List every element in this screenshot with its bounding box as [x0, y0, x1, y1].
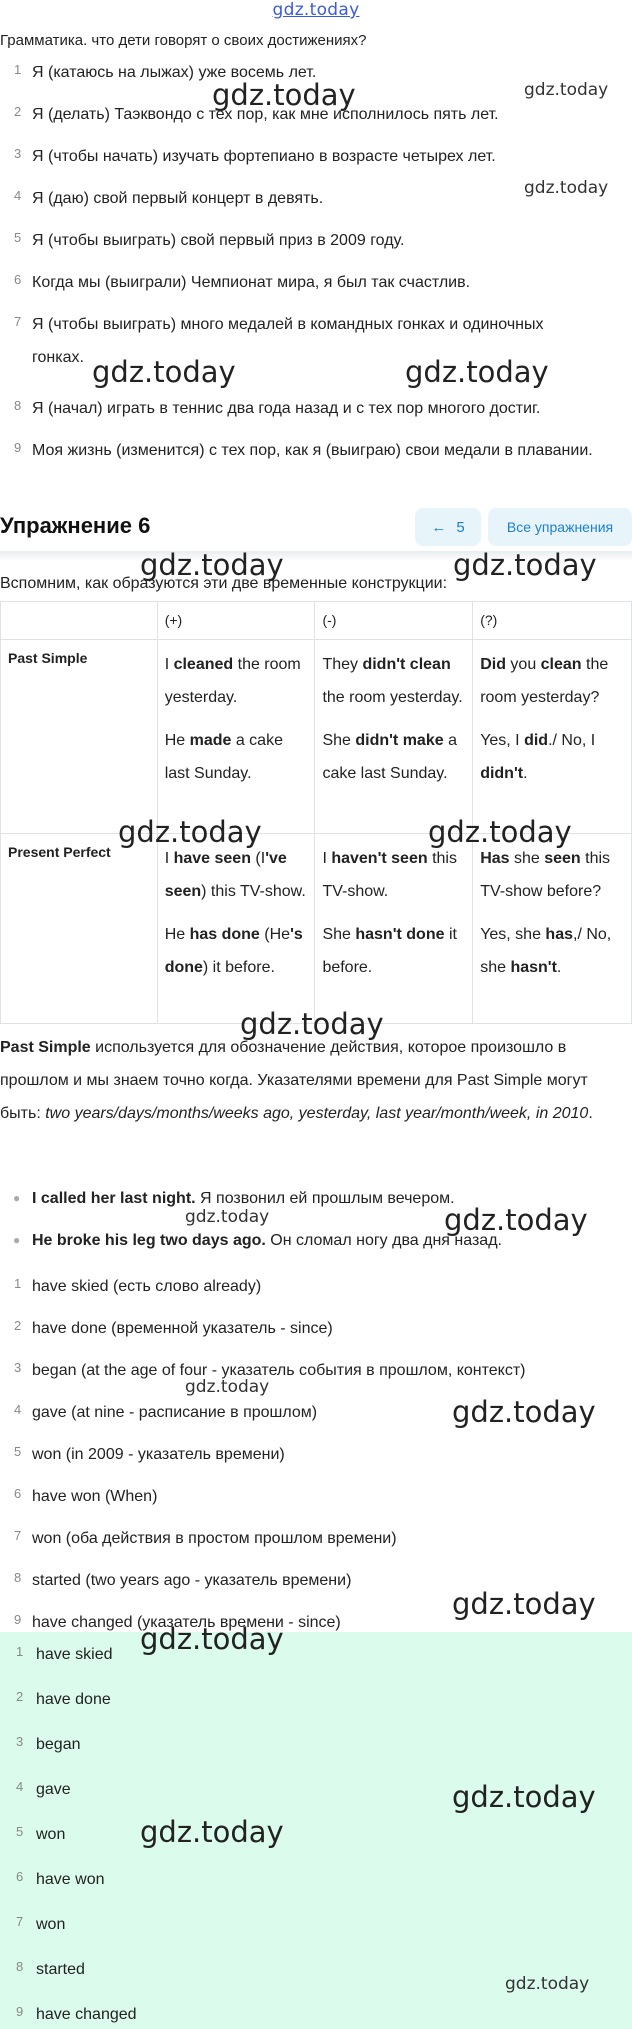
- table-header-cell: [1, 602, 158, 640]
- table-cell: [315, 640, 473, 834]
- item-text: have skied (есть слово already): [32, 1278, 262, 1295]
- list-item: [0, 52, 600, 92]
- item-number: 9: [14, 440, 22, 455]
- list-item: [0, 178, 600, 218]
- list-item: [0, 136, 600, 176]
- example-sentence: Did you clean the room yesterday?: [480, 656, 609, 706]
- watermark: gdz.today: [428, 815, 572, 849]
- answer-item: [0, 1632, 600, 1677]
- answer-text: started: [36, 1961, 85, 1978]
- example-sentence: Yes, she has,/ No, she hasn't.: [480, 926, 612, 976]
- watermark: gdz.today: [505, 1974, 590, 1994]
- item-number: 8: [14, 1570, 22, 1585]
- item-number: 9: [16, 2004, 24, 2019]
- item-text: Моя жизнь (изменится) с тех пор, как я (выиграю) свои медали в плавании.: [32, 442, 593, 459]
- item-text: Я (катаюсь на лыжах) уже восемь лет.: [32, 64, 317, 81]
- tense-label: Present Perfect: [1, 834, 158, 1024]
- example-sentence: She didn't make a cake last Sunday.: [322, 732, 457, 782]
- answer-item: [0, 1812, 600, 1857]
- list-item: [0, 1392, 600, 1432]
- answer-item: [0, 1722, 600, 1767]
- example-sentence: Yes, I did./ No, I didn't.: [480, 732, 596, 782]
- answers-box: [0, 1632, 632, 2029]
- watermark: gdz.today: [240, 1007, 384, 1041]
- list-item: [0, 1476, 600, 1516]
- item-text: gave (at nine - расписание в прошлом): [32, 1404, 318, 1421]
- item-text: Я (чтобы выиграть) свой первый приз в 2009 году.: [32, 232, 405, 249]
- list-item: [0, 430, 600, 500]
- item-number: 9: [14, 1612, 22, 1627]
- answer-text: won: [36, 1826, 66, 1843]
- item-text: have done (временной указатель - since): [32, 1320, 333, 1337]
- answer-item: [0, 1677, 600, 1722]
- watermark: gdz.today: [185, 1207, 270, 1227]
- table-cell: [157, 834, 315, 1024]
- bullet-icon: ●: [13, 1191, 21, 1205]
- item-text: won (in 2009 - указатель времени): [32, 1446, 285, 1463]
- example-sentence: She hasn't done it before.: [322, 926, 457, 976]
- table-cell: [473, 640, 632, 834]
- watermark: gdz.today: [140, 1622, 284, 1656]
- task-intro: Грамматика. что дети говорят о своих достижениях?: [0, 32, 367, 49]
- watermark: gdz.today: [212, 78, 356, 112]
- list-item: [0, 304, 600, 374]
- item-number: 4: [14, 1402, 22, 1417]
- item-number: 5: [14, 1444, 22, 1459]
- tense-label: Past Simple: [1, 640, 158, 834]
- item-number: 2: [16, 1689, 24, 1704]
- watermark: gdz.today: [452, 1395, 596, 1429]
- item-number: 6: [14, 272, 22, 287]
- item-number: 8: [16, 1959, 24, 1974]
- item-number: 5: [16, 1824, 24, 1839]
- site-header: [0, 0, 632, 24]
- list-item: [0, 1560, 600, 1600]
- item-text: Я (даю) свой первый концерт в девять.: [32, 190, 324, 207]
- item-number: 4: [14, 188, 22, 203]
- watermark: gdz.today: [524, 178, 609, 198]
- prev-exercise-label: 5: [456, 518, 465, 536]
- site-logo[interactable]: gdz.today: [272, 0, 360, 20]
- bullet-icon: ●: [13, 1233, 21, 1247]
- item-number: 2: [14, 104, 22, 119]
- watermark: gdz.today: [185, 1377, 270, 1397]
- watermark: gdz.today: [140, 1815, 284, 1849]
- theory-term: Past Simple: [0, 1039, 91, 1056]
- list-item: [0, 1602, 600, 1632]
- item-number: 7: [14, 1528, 22, 1543]
- answer-text: have done: [36, 1691, 111, 1708]
- list-item: [0, 1518, 600, 1558]
- theory-text: используется для обозначение действия, которое произошло в прошлом и мы знаем точно когда. Указателями времени для Past Simple могут быть:: [0, 1039, 588, 1122]
- watermark: gdz.today: [140, 548, 284, 582]
- watermark: gdz.today: [524, 80, 609, 100]
- answer-item: [0, 1902, 600, 1947]
- watermark: gdz.today: [452, 1780, 596, 1814]
- item-number: 4: [16, 1779, 24, 1794]
- item-text: have changed (указатель времени - since): [32, 1614, 341, 1631]
- watermark: gdz.today: [444, 1203, 588, 1237]
- answer-text: have changed: [36, 2006, 137, 2023]
- list-item: [0, 220, 600, 260]
- table-header-cell: (+): [157, 602, 315, 640]
- item-number: 2: [14, 1318, 22, 1333]
- watermark: gdz.today: [405, 355, 549, 389]
- item-number: 1: [14, 1276, 22, 1291]
- theory-paragraph: Past Simple используется для обозначение действия, которое произошло в прошлом и мы знаем точно когда. Указателями времени для Past Simple могут быть: two years/days/months/weeks ago, yesterday, last year/month/week, in 2010.: [0, 1039, 593, 1122]
- answer-text: gave: [36, 1781, 71, 1798]
- prev-exercise-button[interactable]: [415, 508, 481, 546]
- item-text: Когда мы (выиграли) Чемпионат мира, я был так счастлив.: [32, 274, 471, 291]
- answer-text: have won: [36, 1871, 105, 1888]
- example-sentence: He made a cake last Sunday.: [164, 732, 283, 782]
- list-item: [0, 1308, 600, 1348]
- table-header-row: [1, 602, 632, 640]
- exercise-header: [0, 505, 632, 551]
- table-header-cell: (?): [473, 602, 632, 640]
- table-cell: [315, 834, 473, 1024]
- item-number: 3: [16, 1734, 24, 1749]
- example-sentence: I haven't seen this TV-show.: [322, 850, 457, 900]
- answer-text: began: [36, 1736, 81, 1753]
- header-divider: [0, 551, 632, 561]
- item-number: 3: [14, 146, 22, 161]
- table-row: [1, 640, 632, 834]
- list-item: [0, 1350, 600, 1390]
- item-text: Я (начал) играть в теннис два года назад и с тех пор многого достиг.: [32, 400, 541, 417]
- item-text: began (at the age of four - указатель события в прошлом, контекст): [32, 1362, 526, 1379]
- watermark: gdz.today: [118, 815, 262, 849]
- item-number: 5: [14, 230, 22, 245]
- arrow-left-icon: ←: [431, 518, 447, 536]
- list-item: [0, 1266, 600, 1306]
- list-item: [0, 1434, 600, 1474]
- time-markers: two years/days/months/weeks ago, yesterday, last year/month/week, in 2010: [45, 1105, 589, 1122]
- item-text: won (оба действия в простом прошлом времени): [32, 1530, 397, 1547]
- table-cell: [473, 834, 632, 1024]
- answer-text: won: [36, 1916, 66, 1933]
- answer-item: [0, 1992, 600, 2029]
- example-sentence: They didn't clean the room yesterday.: [322, 656, 463, 706]
- item-text: started (two years ago - указатель времени): [32, 1572, 352, 1589]
- item-text: Я (чтобы начать) изучать фортепиано в возрасте четырех лет.: [32, 148, 496, 165]
- example-sentence: He has done (He's done) it before.: [164, 926, 303, 976]
- list-item: [0, 262, 600, 302]
- item-text: have won (When): [32, 1488, 158, 1505]
- theory-intro: Вспомним, как образуются эти две временные конструкции:: [0, 575, 448, 592]
- answer-text: have skied: [36, 1646, 113, 1663]
- item-text: Я (чтобы выиграть) много медалей в командных гонках и одиночных гонках.: [32, 316, 544, 366]
- item-number: 3: [14, 1360, 22, 1375]
- item-number: 8: [14, 398, 22, 413]
- watermark: gdz.today: [452, 1587, 596, 1621]
- item-number: 1: [14, 62, 22, 77]
- item-text: Я (делать) Таэквондо с тех пор, как мне исполнилось пять лет.: [32, 106, 499, 123]
- exercise-title: Упражнение 6: [0, 513, 151, 538]
- answer-item: [0, 1767, 600, 1812]
- item-number: 6: [14, 1486, 22, 1501]
- answer-item: [0, 1857, 600, 1902]
- item-number: 1: [16, 1644, 24, 1659]
- watermark: gdz.today: [92, 355, 236, 389]
- example-sentence: Has she seen this TV-show before?: [480, 850, 611, 900]
- all-exercises-button[interactable]: Все упражнения: [488, 508, 632, 546]
- list-item: [0, 388, 600, 428]
- list-item: [0, 94, 600, 134]
- table-row: [1, 834, 632, 1024]
- example-sentence: I have seen (I've seen) this TV-show.: [164, 850, 306, 900]
- example-sentence: I cleaned the room yesterday.: [164, 656, 301, 706]
- item-number: 6: [16, 1869, 24, 1884]
- table-header-cell: (-): [315, 602, 473, 640]
- watermark: gdz.today: [453, 548, 597, 582]
- item-number: 7: [16, 1914, 24, 1929]
- item-number: 7: [14, 314, 22, 329]
- table-cell: [157, 640, 315, 834]
- grammar-table: [0, 601, 632, 1024]
- answer-item: [0, 1947, 600, 1992]
